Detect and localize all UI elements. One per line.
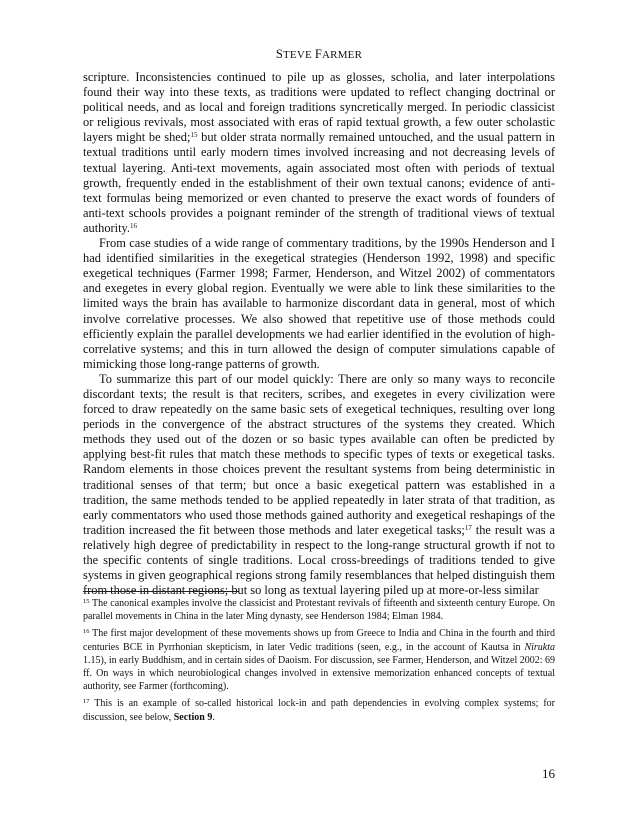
footnote-ref-17[interactable]: 17	[464, 523, 472, 532]
running-header: STEVE FARMER	[275, 47, 363, 61]
paragraph-1: scripture. Inconsistencies continued to pile up as glosses, scholia, and later interpolations found their way into these texts, as traditions were updated to reflect changing doctrinal or political needs, and as local and foreign traditions syncretically merged. In periodic classicist or religious revivals, most associated with eras of rapid textual growth, a few outer scholastic layers might be shed;$^{15}$ but older strata normally remained untouched, and the usual pattern in textual traditions until early modern times involved increasing and not decreasing levels of textual layering. Anti-text movements, again associated most often with periods of textual growth, frequently ended in the establishment of their own textual canons; evidence of anti-text formulas being memorized or even chanted to preserve the exact words of founders of anti-text schools provides a poignant reminder of the strength of traditional views of textual authority.$^{16}$	[83, 70, 555, 235]
paragraph-2: From case studies of a wide range of commentary traditions, by the 1990s Henderson and I had identified similarities in the exegetical strategies (Henderson 1992, 1998) and specific exegetical techniques (Farmer 1998; Farmer, Henderson, and Witzel 2002) of commentators and exegetes in every global region. Eventually we were able to link these similarities to the limited ways the brain has available to harmonize discordant data in general, most of which involve correlative processes. We also showed that repetitive use of those methods could efficiently explain the parallel developments we had earlier identified in the evolution of high-correlative systems; and this in turn allowed the design of computer simulations capable of mimicking those long-range patterns of growth.	[83, 236, 555, 371]
footnotes	[83, 597, 555, 728]
footnote-ref-16[interactable]: 16	[130, 221, 138, 230]
section-link[interactable]: Section 9	[173, 711, 213, 723]
footnote-17: $^{17}$ This is an example of so-called historical lock-in and path dependencies in evolving complex systems; for discussion, see below, Section 9.	[83, 698, 555, 723]
body-text	[83, 70, 555, 598]
footnote-ref-15[interactable]: 15	[190, 131, 198, 140]
footnote-divider	[83, 591, 239, 592]
footnote-16: $^{16}$ The first major development of these movements shows up from Greece to India and China in the fourth and third centuries BCE in Pyrrhonian skepticism, in later Vedic traditions (seen, e.g., in the account of Kautsa in Nirukta 1.15), in early Buddhism, and in certain sides of Daoism. For discussion, see Farmer, Henderson, and Witzel 2002: 69 ff. On ways in which neurobiological changes involved in extensive memorization enhanced concepts of textual authority, see Farmer (forthcoming).	[83, 628, 555, 693]
page-number: 16	[542, 766, 555, 781]
footnote-15: $^{15}$ The canonical examples involve the classicist and Protestant revivals of fifteenth and sixteenth century Europe. On parallel movements in China in the later Ming dynasty, see Henderson 1984; Elman 1984.	[83, 598, 555, 623]
paragraph-3: To summarize this part of our model quickly: There are only so many ways to reconcile discordant texts; the result is that reciters, scribes, and exegetes in every civilization were forced to draw repeatedly on the same basic sets of exegetical techniques, resulting over long periods in the convergence of the abstract structures of the systems they created. Which methods they used out of the dozen or so basic types available can often be predicted by applying best-fit rules that match these methods to specific types of texts or exegetical tasks. Random elements in those choices prevent the resultant systems from being deterministic in traditional senses of that term; but once a basic exegetical pattern was established in a tradition, the same methods tended to be applied repeatedly in later strata of that tradition, as early commentators who used those methods gained authority and exegetical reshapings of the tradition increased the fit between those methods and later exegetical tasks;$^{17}$ the result was a relatively high degree of predictability in respect to the long-range structural growth if not to the specific contents of single traditions. Local cross-breedings of traditions tended to give systems in given geographical regions strong family resemblances that helped distinguish them from those in distant regions; but so long as textual layering piled up at more-or-less similar	[83, 371, 555, 598]
